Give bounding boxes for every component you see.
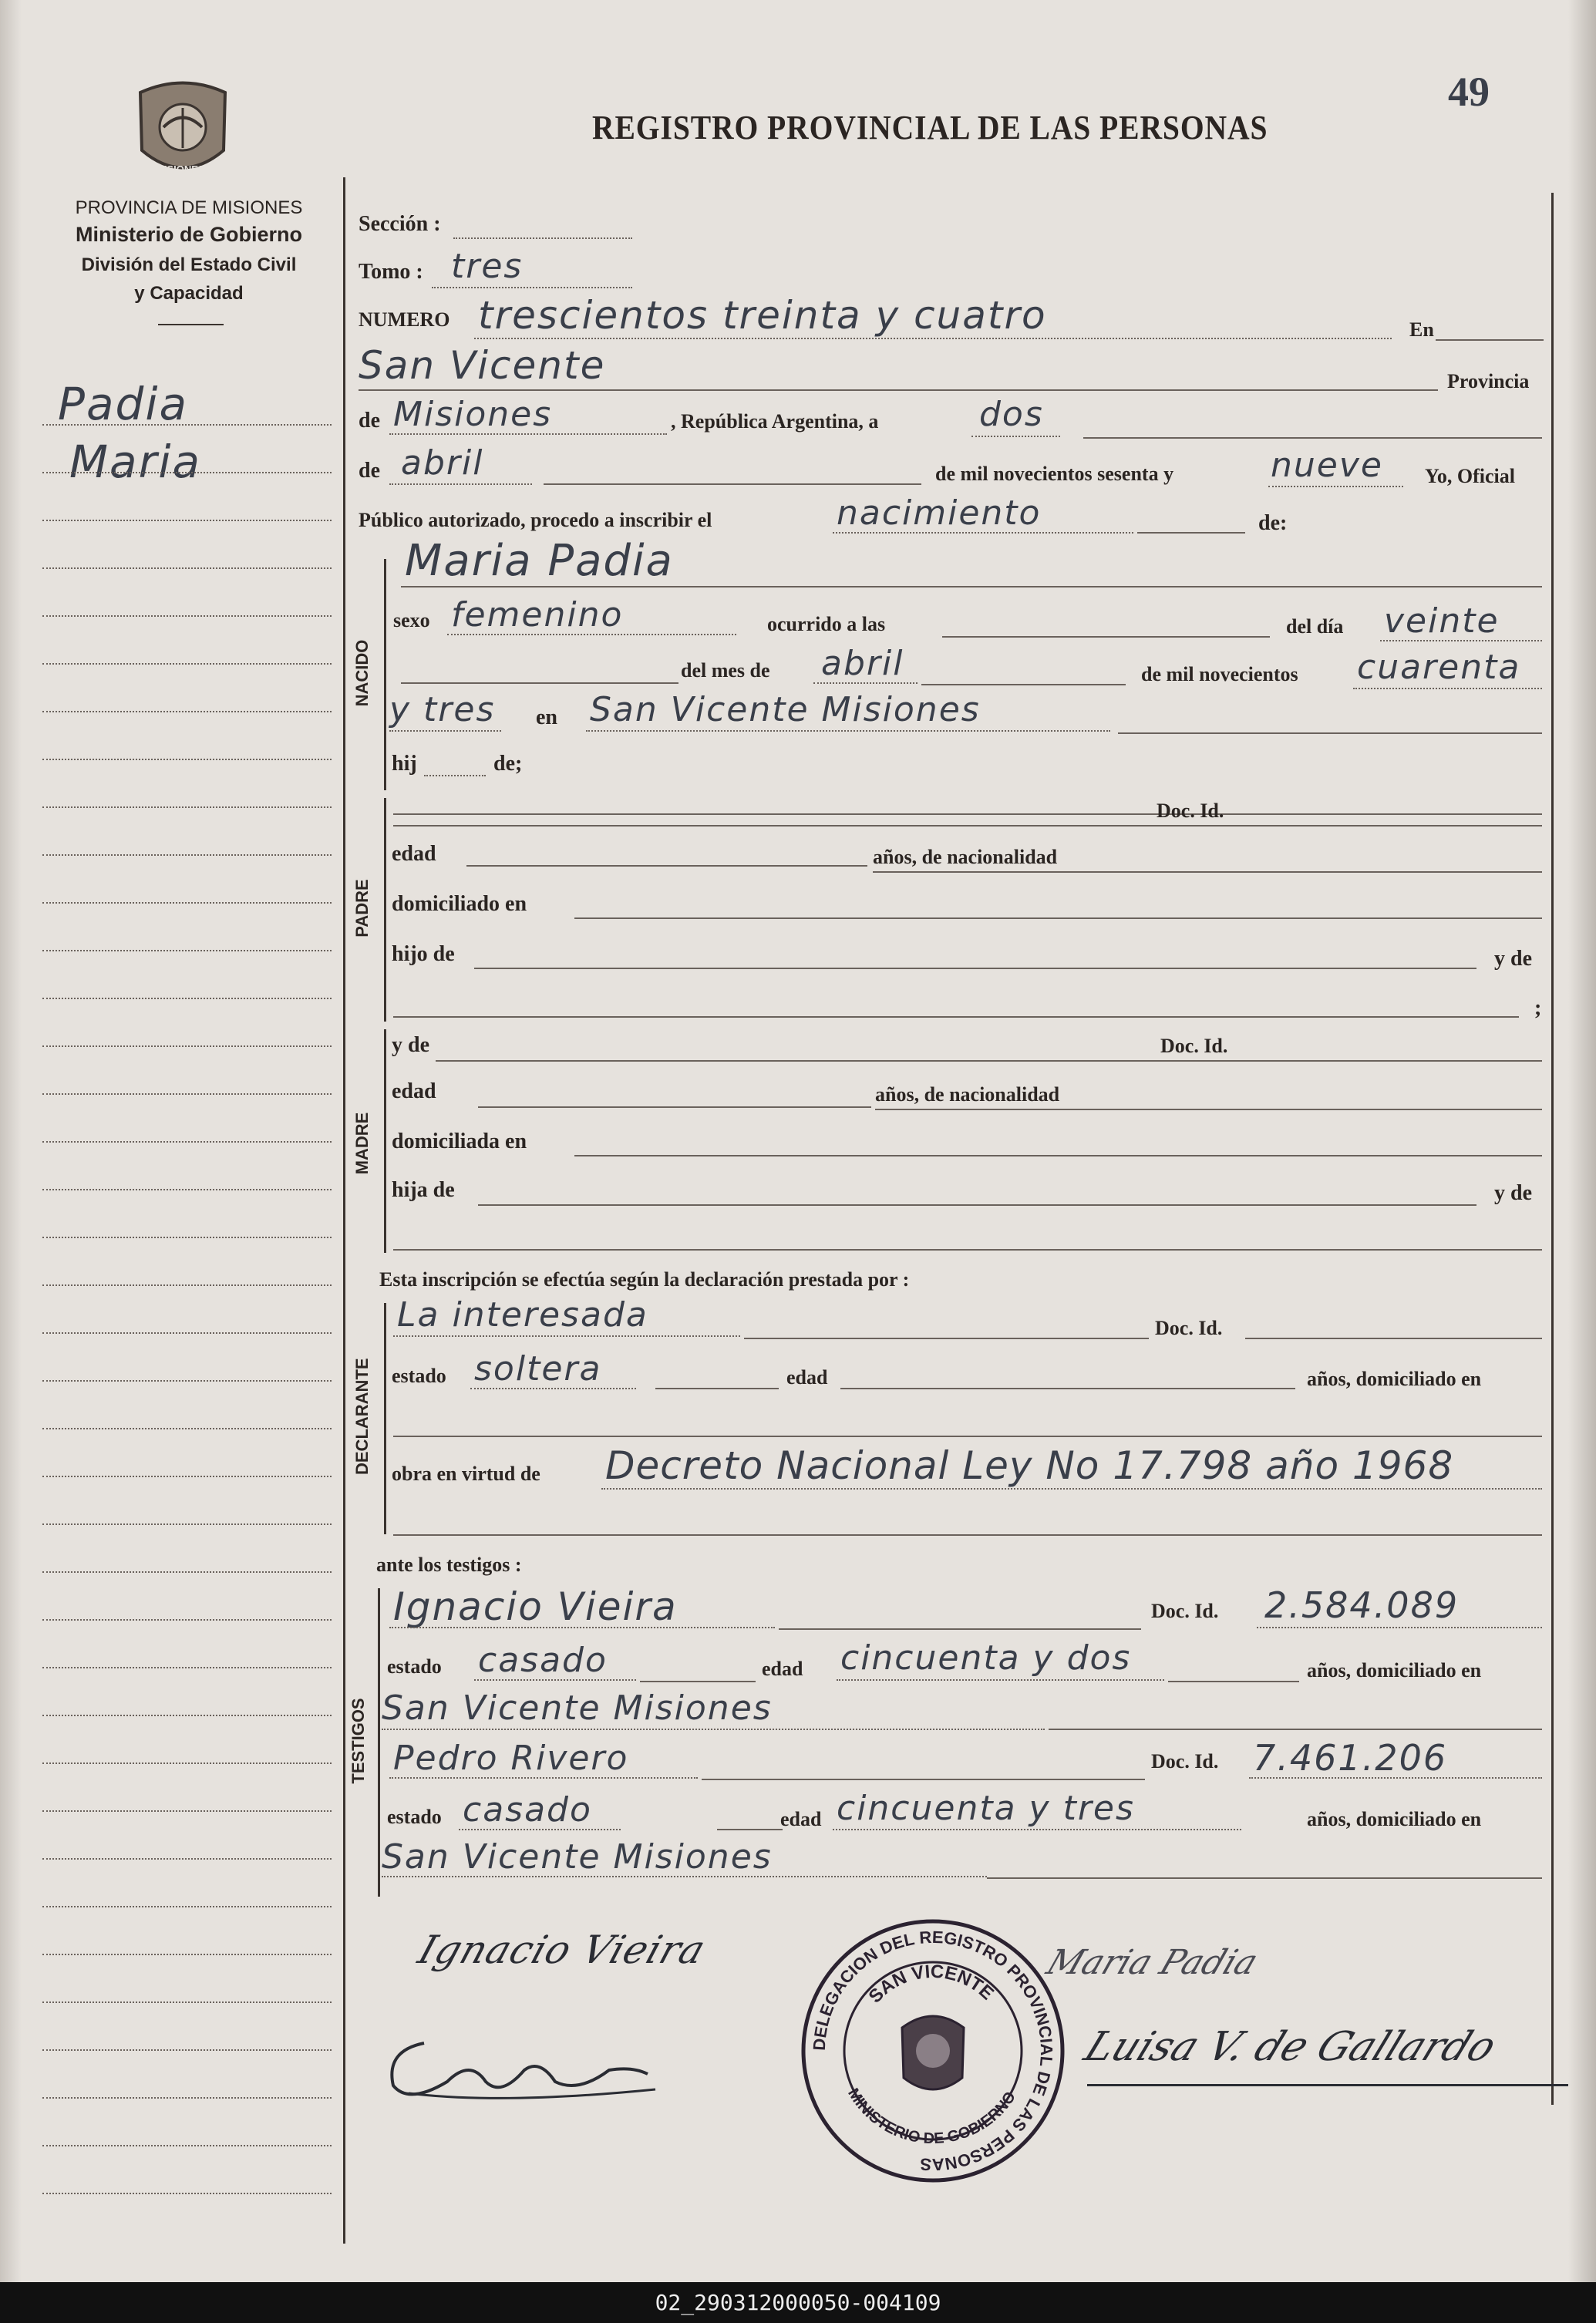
testigo-1-doc-label: Doc. Id. [1151,1600,1219,1622]
lugar-line-rest [1118,732,1542,734]
testigo-2-domicilio: San Vicente Misiones [382,1837,773,1877]
nacido-name-line [401,586,1542,587]
en-label: En [1409,318,1434,341]
tomo-line [432,287,632,288]
margin-ruled-line [42,2193,332,2194]
margin-ruled-line [42,1380,332,1382]
padre-hijo-line [474,968,1476,969]
provincia-label: Provincia [1447,370,1530,392]
numero-label: NUMERO [359,308,450,331]
testigo-2-estado-line-rest [717,1829,783,1830]
margin-ruled-line [42,1045,332,1047]
tomo-label: Tomo : [359,260,423,284]
declarante-doc-line [1245,1338,1542,1339]
declarante-bracket [384,1303,386,1534]
obra-line-2 [393,1534,1542,1536]
act-value: nacimiento [837,493,1042,533]
place-line [359,389,1438,391]
padre-name-line-2 [393,825,1542,827]
margin-surname: Padia [58,378,188,430]
padre-y-de-label: y de [1494,947,1532,971]
testigo-2-edad-label: edad [780,1808,822,1830]
madre-domicilio-label: domiciliada en [392,1130,527,1153]
obra-label: obra en virtud de [392,1463,540,1485]
madre-hija-label: hija de [392,1178,455,1202]
hij-de-label: de; [493,752,523,776]
hij-label: hij [392,752,417,776]
testigos-intro: ante los testigos : [376,1554,522,1576]
division-line-2: y Capacidad [134,283,244,304]
testigo-1-name: Ignacio Vieira [393,1584,678,1629]
ocurrido-label: ocurrido a las [767,613,886,635]
en-line [1436,339,1544,341]
testigo-2-name: Pedro Rivero [393,1739,629,1778]
madre-doc-label: Doc. Id. [1160,1035,1228,1057]
signature-ignacio [412,1927,712,1972]
testigo-2-edad-line [833,1829,1241,1830]
margin-ruled-line [42,1189,332,1190]
testigo-2-estado: casado [463,1790,592,1830]
margin-ruled-line [42,1237,332,1238]
declarante-estado-line [470,1388,636,1389]
sexo-line [447,634,736,635]
testigo-1-edad: cincuenta y dos [840,1638,1132,1678]
padre-name-line [393,813,1542,815]
stamp-bottom-text: MINISTERIO DE GOBIERNO [844,2085,1020,2148]
testigo-1-estado-label: estado [387,1655,442,1678]
year-line [1268,486,1403,487]
signature-maria [1041,1943,1264,1982]
sexo-value: femenino [451,595,624,635]
sexo-label: sexo [393,609,430,631]
hora-line [942,636,1270,638]
margin-ruled-line [42,1762,332,1764]
testigo-2-domicilio-line-rest [987,1877,1542,1879]
year-label: de mil novecientos sesenta y [935,463,1174,485]
testigo-2-doc-label: Doc. Id. [1151,1750,1219,1773]
lugar-line [586,730,1110,732]
margin-ruled-line [42,1141,332,1143]
testigo-2-domicilio-line [382,1876,987,1877]
margin-ruled-line [42,1858,332,1860]
testigo-1-domicilio: San Vicente Misiones [382,1688,773,1728]
seccion-line [453,237,632,239]
margin-ruled-line [42,567,332,569]
madre-name-line [436,1060,1542,1062]
lugar-value: San Vicente Misiones [590,690,981,729]
testigo-2-name-line-rest [702,1779,1145,1780]
margin-ruled-line [42,2145,332,2146]
madre-hija-line [478,1204,1476,1206]
margin-ruled-line [42,1619,332,1621]
testigo-2-name-line [389,1777,698,1779]
declarante-estado-line-rest [655,1388,779,1389]
signature-luisa-underline [1087,2084,1588,2086]
footer-id: 02_290312000050-004109 [0,2282,1596,2323]
anio-line [1353,688,1542,689]
margin-ruled-line [42,759,332,760]
mes-line [813,682,918,684]
margin-ruled-line [42,854,332,856]
margin-ruled-line [42,663,332,665]
testigo-2-anios-label: años, domiciliado en [1307,1808,1482,1830]
declarante-intro: Esta inscripción se efectúa según la declaración prestada por : [379,1268,910,1291]
margin-ruled-line [42,1810,332,1812]
de-colon-label: de: [1258,511,1288,535]
month-de-label: de [359,459,380,483]
mes-line-rest [921,684,1126,685]
month-value: abril [401,443,484,483]
anio-label: de mil novecientos [1141,663,1298,685]
testigo-2-doc: 7.461.206 [1253,1737,1448,1779]
declarante-label: DECLARANTE [352,1358,372,1475]
emblem-text: MISIONES [156,163,205,175]
margin-ruled-line [42,950,332,951]
padre-domicilio-line [574,917,1542,919]
page-number: 49 [1448,69,1490,115]
mes-value: abril [821,644,904,683]
padre-semicolon: ; [1534,996,1542,1020]
padre-edad-label: edad [392,842,436,866]
padre-label: PADRE [352,879,372,938]
padre-y-de-line [393,1016,1519,1018]
margin-ruled-line [42,806,332,808]
padre-nacionalidad-line [873,871,1542,873]
madre-edad-line [478,1106,871,1108]
margin-ruled-line [42,1667,332,1668]
obra-value: Decreto Nacional Ley No 17.798 año 1968 [605,1443,1454,1488]
month-line [389,483,532,485]
ministry-name: Ministerio de Gobierno [75,223,303,246]
republica-label: , República Argentina, a [671,410,879,433]
declarante-edad-line [840,1388,1295,1389]
margin-ruled-line [42,424,332,426]
de-label: de [359,409,380,433]
testigo-1-anios-label: años, domiciliado en [1307,1659,1482,1682]
anio-value-1: cuarenta [1357,648,1521,687]
stamp-inner-text: SAN VICENTE [864,1961,998,2008]
dia-line [1380,640,1542,641]
madre-y-de-line [393,1249,1542,1251]
margin-ruled-line [42,520,332,521]
declarante-estado-label: estado [392,1365,446,1387]
testigo-1-domicilio-line [382,1729,1045,1730]
obra-line [601,1488,1542,1490]
testigo-2-estado-line [459,1829,621,1830]
testigo-1-doc: 2.584.089 [1264,1584,1460,1626]
official-stamp [794,1912,1072,2190]
division-line-1: División del Estado Civil [81,254,297,275]
testigo-1-domicilio-line-rest [1049,1729,1542,1730]
margin-ruled-line [42,2001,332,2003]
testigos-label: TESTIGOS [348,1698,368,1784]
place-value: San Vicente [359,343,606,388]
testigo-1-name-line-rest [779,1628,1141,1630]
margin-ruled-line [42,2097,332,2099]
margin-ruled-line [42,472,332,473]
declarante-anios-label: años, domiciliado en [1307,1368,1482,1390]
margin-ruled-line [42,2049,332,2051]
padre-edad-line [466,865,867,867]
declarante-name-line-rest [744,1338,1149,1339]
document-title: REGISTRO PROVINCIAL DE LAS PERSONAS [592,109,1268,146]
seccion-label: Sección : [359,212,441,236]
margin-ruled-line [42,711,332,712]
dia-value: veinte [1384,601,1500,641]
testigo-1-edad-line-rest [1168,1681,1299,1682]
nacido-name-value: Maria Padia [405,536,674,586]
margin-ruled-line [42,1523,332,1525]
hij-line [424,775,486,776]
margin-ruled-line [42,1332,332,1334]
margin-ruled-line [42,615,332,617]
declarante-estado-value: soltera [474,1349,602,1389]
margin-ruled-line [42,1428,332,1429]
testigo-1-edad-line [837,1679,1164,1681]
madre-bracket [384,1029,386,1253]
margin-ruled-line [42,1906,332,1907]
anio-line-2 [389,730,501,732]
province-emblem [133,77,233,185]
padre-bracket [384,798,386,1022]
del-dia-label: del día [1286,615,1344,638]
testigo-1-estado: casado [478,1641,608,1680]
margin-ruled-line [42,1954,332,1955]
declarante-doc-label: Doc. Id. [1155,1317,1223,1339]
testigo-1-estado-line-rest [640,1681,756,1682]
day-line [971,436,1060,437]
nacido-bracket [384,559,386,790]
numero-value: trescientos treinta y cuatro [478,293,1047,338]
numero-line [474,338,1392,339]
signature-pedro [378,2028,671,2116]
nacido-label: NACIDO [352,639,372,707]
testigo-2-estado-label: estado [387,1806,442,1828]
margin-ruled-line [42,1284,332,1286]
madre-y-de-end: y de [1494,1181,1532,1205]
oficial-label: Yo, Oficial [1425,465,1515,487]
margin-ruled-line [42,1093,332,1095]
madre-y-de-label: y de [392,1033,429,1057]
padre-domicilio-label: domiciliado en [392,892,527,916]
stamp-outer-text: DELEGACION DEL REGISTRO PROVINCIAL DE LAS PERSONAS [809,1927,1057,2175]
declarante-domicilio-line [393,1436,1542,1437]
testigo-1-doc-line [1257,1627,1542,1628]
padre-doc-label: Doc. Id. [1157,800,1224,822]
signature-luisa [1077,2024,1503,2070]
mes-label: del mes de [681,659,770,682]
madre-domicilio-line [574,1155,1542,1156]
header-rule [158,324,224,325]
testigo-1-edad-label: edad [762,1658,803,1680]
signature-ignacio-text: Ignacio Vieira [412,1927,712,1972]
month-line-rest [544,483,921,485]
province-value: Misiones [393,395,553,434]
testigo-2-edad: cincuenta y tres [837,1789,1135,1828]
margin-ruled-line [42,1715,332,1716]
testigo-2-doc-line [1249,1777,1542,1779]
testigo-1-name-line [389,1627,775,1628]
margin-divider [343,177,345,2244]
day-line-rest [1083,437,1542,439]
tomo-value: tres [451,247,524,286]
padre-anios-label: años, de nacionalidad [873,846,1058,868]
testigos-bracket [378,1588,380,1897]
lugar-en-label: en [536,705,557,729]
margin-ruled-line [42,1476,332,1477]
margin-ruled-line [42,998,332,999]
province-line: PROVINCIA DE MISIONES [75,197,303,218]
mes-line-start [401,682,678,684]
margin-ruled-line [42,902,332,904]
padre-hijo-label: hijo de [392,942,455,966]
anio-value-2: y tres [389,690,496,729]
madre-nacionalidad-line [875,1109,1542,1110]
declarante-edad-label: edad [786,1366,828,1389]
madre-edad-label: edad [392,1079,436,1103]
signature-maria-text: Maria Padia [1041,1943,1264,1982]
year-value: nueve [1271,446,1383,485]
madre-label: MADRE [352,1112,372,1175]
margin-given-name: Maria [69,436,202,488]
declarante-name-value: La interesada [397,1295,648,1335]
act-line-rest [1137,532,1245,534]
signature-luisa-text: Luisa V. de Gallardo [1077,2024,1503,2070]
province-line [389,433,667,435]
right-border [1551,193,1554,2105]
act-line [833,532,1133,534]
publico-label: Público autorizado, procedo a inscribir el [359,509,712,531]
testigo-1-estado-line [474,1679,636,1681]
day-value: dos [979,395,1044,434]
declarante-name-line [393,1335,740,1337]
margin-ruled-line [42,1571,332,1573]
madre-anios-label: años, de nacionalidad [875,1083,1060,1106]
